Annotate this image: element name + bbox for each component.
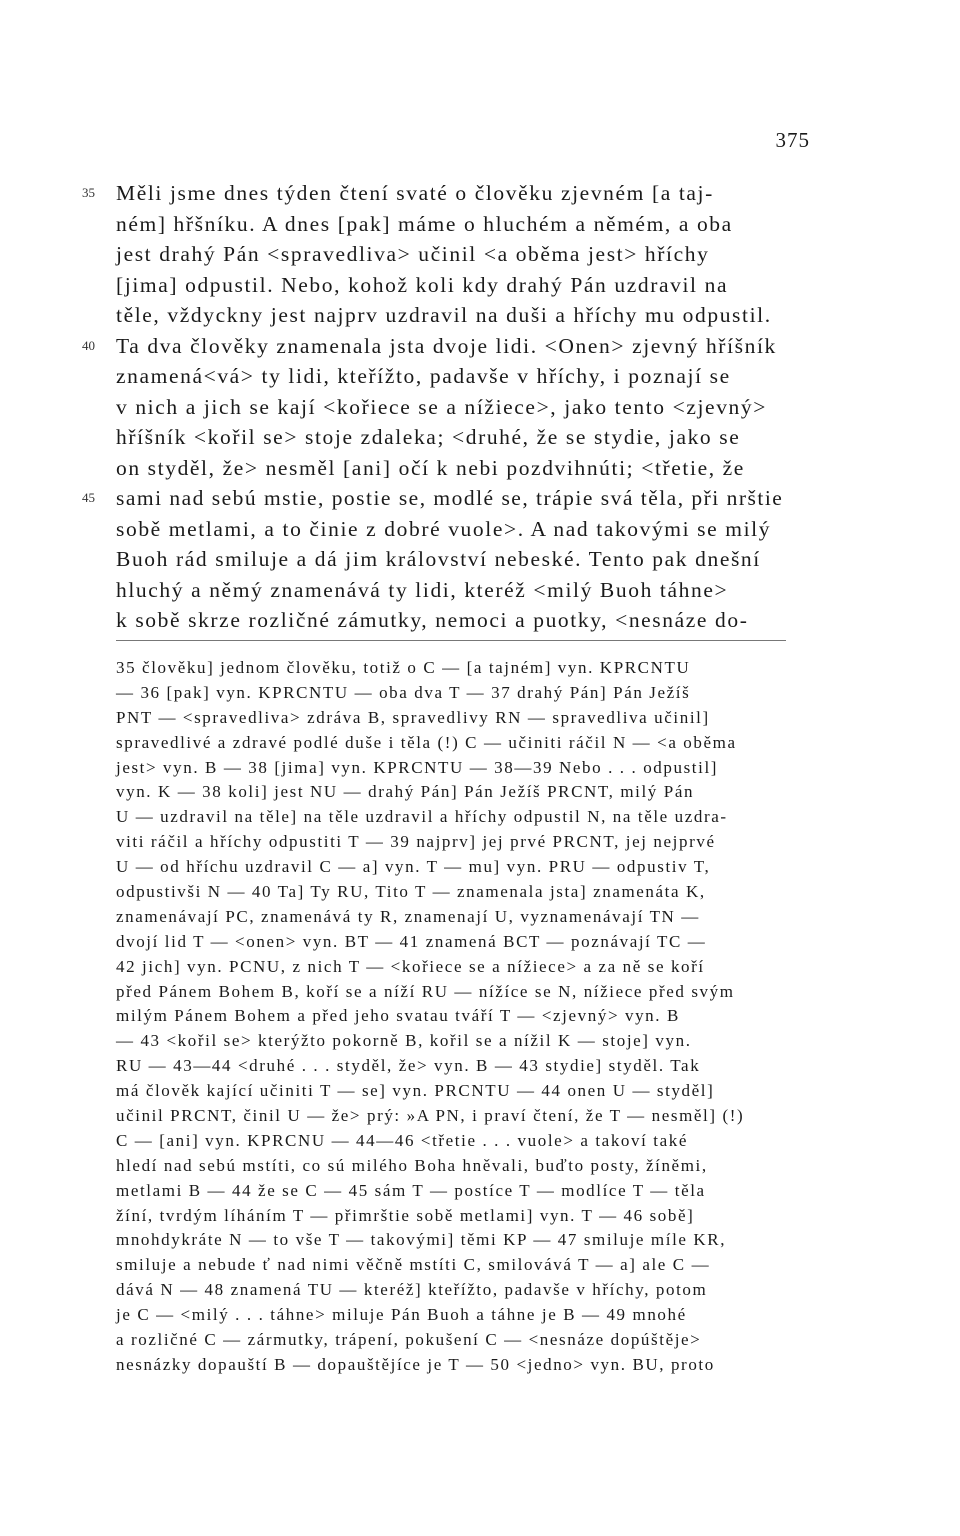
line-text: sobě metlami, a to činie z dobré vuole>. A nad takovými se milý [116,516,772,541]
line-number: 45 [82,490,95,505]
text-line [116,514,786,545]
footnote-line: smiluje a nebude ť nad nimi věčně mstíti C, smilovává T — a] ale C — [116,1255,711,1275]
footnote-line: učinil PRCNT, činil U — že> prý: »A PN, i praví čtení, že T — nesměl] (!) [116,1106,745,1126]
line-text: znamená<vá> ty lidi, kteřížto, padavše v hříchy, i poznají se [116,364,731,388]
line-text: hluchý a němý znamenává ty lidi, kteréž <milý Buoh táhne> [116,577,729,602]
footnote-line: U — od hříchu uzdravil C — a] vyn. T — mu] vyn. PRU — odpustiv T, [116,857,711,877]
line-text: on styděl, že> nesměl [ani] očí k nebi pozdvihnúti; <třetie, že [116,455,745,480]
footnote-line: — 43 <kořil se> kterýžto pokorně B, kořil se a nížil K — stoje] vyn. [116,1031,692,1051]
footnote-line: — 36 [pak] vyn. KPRCNTU — oba dva T — 37 drahý Pán] Pán Ježíš [116,682,691,702]
footnote-line: milým Pánem Bohem a před jeho svatau tváří T — <zjevný> vyn. B [116,1006,680,1026]
text-line [82,483,786,514]
footnote-divider [116,640,786,641]
footnote-line: dává N — 48 znamená TU — kteréž] kteřížto, padavše v hříchy, potom [116,1280,708,1300]
footnote-line: vyn. K — 38 koli] jest NU — drahý Pán] Pán Ježíš PRCNT, milý Pán [116,782,695,802]
text-line [116,239,786,270]
text-line [116,270,786,301]
footnotes [116,656,786,1378]
line-text: k sobě skrze rozličné zámutky, nemoci a puotky, <nesnáze do- [116,608,749,632]
text-line [116,453,786,484]
footnote-line: C — [ani] vyn. KPRCNU — 44—46 <třetie . . . vuole> a takoví také [116,1130,689,1150]
footnote-line: spravedlivé a zdravé podlé duše i těla (!) C — učiniti ráčil N — <a oběma [116,732,737,752]
footnote-line: U — uzdravil na těle] na těle uzdravil a hříchy odpustil N, na těle uzdra- [116,807,728,827]
line-text: Ta dva člověky znamenala jsta dvoje lidi. <Onen> zjevný hříšník [116,333,777,358]
line-text: sami nad sebú mstie, postie se, modlé se, trápie svá těla, při nrštie [116,486,784,510]
footnote-line: viti ráčil a hříchy odpustiti T — 39 najprv] jej prvé PRCNT, jej nejprvé [116,832,716,852]
page-number: 375 [775,128,810,152]
footnote-line: metlami B — 44 že se C — 45 sám T — postíce T — modlíce T — těla [116,1180,706,1200]
line-text: těle, vždyckny jest najprv uzdravil na duši a hříchy mu odpustil. [116,303,772,327]
footnote-line: nesnázky dopauští B — dopauštějíce je T — 50 <jedno> vyn. BU, proto [116,1354,715,1374]
line-text: Buoh rád smiluje a dá jim království nebeské. Tento pak dnešní [116,547,761,571]
footnote-line: jest> vyn. B — 38 [jima] vyn. KPRCNTU — 38—39 Nebo . . . odpustil] [116,757,719,777]
footnote-line: 35 člověku] jednom člověku, totiž o C — [a tajném] vyn. KPRCNTU [116,658,691,677]
line-text: v nich a jich se kají <kořiece se a nížiece>, jako tento <zjevný> [116,394,767,419]
footnote-line: PNT — <spravedliva> zdráva B, spravedlivy RN — spravedliva učinil] [116,707,710,727]
text-line [116,361,786,392]
footnote-line: před Pánem Bohem B, koří se a níží RU — nížíce se N, nížiece před svým [116,981,735,1001]
text-line [116,575,786,606]
line-text: [jima] odpustil. Nebo, kohož koli kdy drahý Pán uzdravil na [116,272,729,297]
footnote-line: znamenávají PC, znamenává ty R, znamenají U, vyznamenávají TN — [116,906,700,926]
footnote-line: žíní, tvrdým líháním T — přimrštie sobě metlami] vyn. T — 46 sobě] [116,1205,695,1225]
footnote-line: a rozličné C — zármutky, trápení, pokušení C — <nesnáze dopúštěje> [116,1330,702,1350]
text-line [116,209,786,240]
line-text: jest drahý Pán <spravedliva> učinil <a oběma jest> hříchy [116,242,710,266]
text-line [82,178,786,209]
text-line [116,392,786,423]
line-number: 35 [82,185,95,200]
text-line [116,422,786,453]
footnote-line: hledí nad sebú mstíti, co sú milého Boha hněvali, buďto posty, žíněmi, [116,1155,708,1175]
footnote-line: 42 jich] vyn. PCNU, z nich T — <kořiece se a nížiece> a za ně se koří [116,956,705,976]
text-line [116,605,786,636]
text-line [116,300,786,331]
text-line [82,331,786,362]
footnote-line: mnohdykráte N — to vše T — takovými] těmi KP — 47 smiluje míle KR, [116,1230,727,1250]
footnote-line: odpustivši N — 40 Ta] Ty RU, Tito T — znamenala jsta] znamenáta K, [116,882,706,902]
main-text [82,178,786,636]
footnote-line: dvojí lid T — <onen> vyn. BT — 41 znamená BCT — poznávají TC — [116,931,707,951]
footnote-line: RU — 43—44 <druhé . . . styděl, že> vyn. B — 43 stydie] styděl. Tak [116,1056,701,1076]
line-text: Měli jsme dnes týden čtení svaté o člověku zjevném [a taj- [116,181,714,205]
line-number: 40 [82,337,95,353]
footnote-line: je C — <milý . . . táhne> miluje Pán Buoh a táhne je B — 49 mnohé [116,1305,687,1325]
line-text: hříšník <kořil se> stoje zdaleka; <druhé, že se stydie, jako se [116,425,741,449]
footnote-line: má člověk kající učiniti T — se] vyn. PRCNTU — 44 onen U — styděl] [116,1081,715,1101]
line-text: ném] hřšníku. A dnes [pak] máme o hluchém a němém, a oba [116,211,733,236]
text-line [116,544,786,575]
